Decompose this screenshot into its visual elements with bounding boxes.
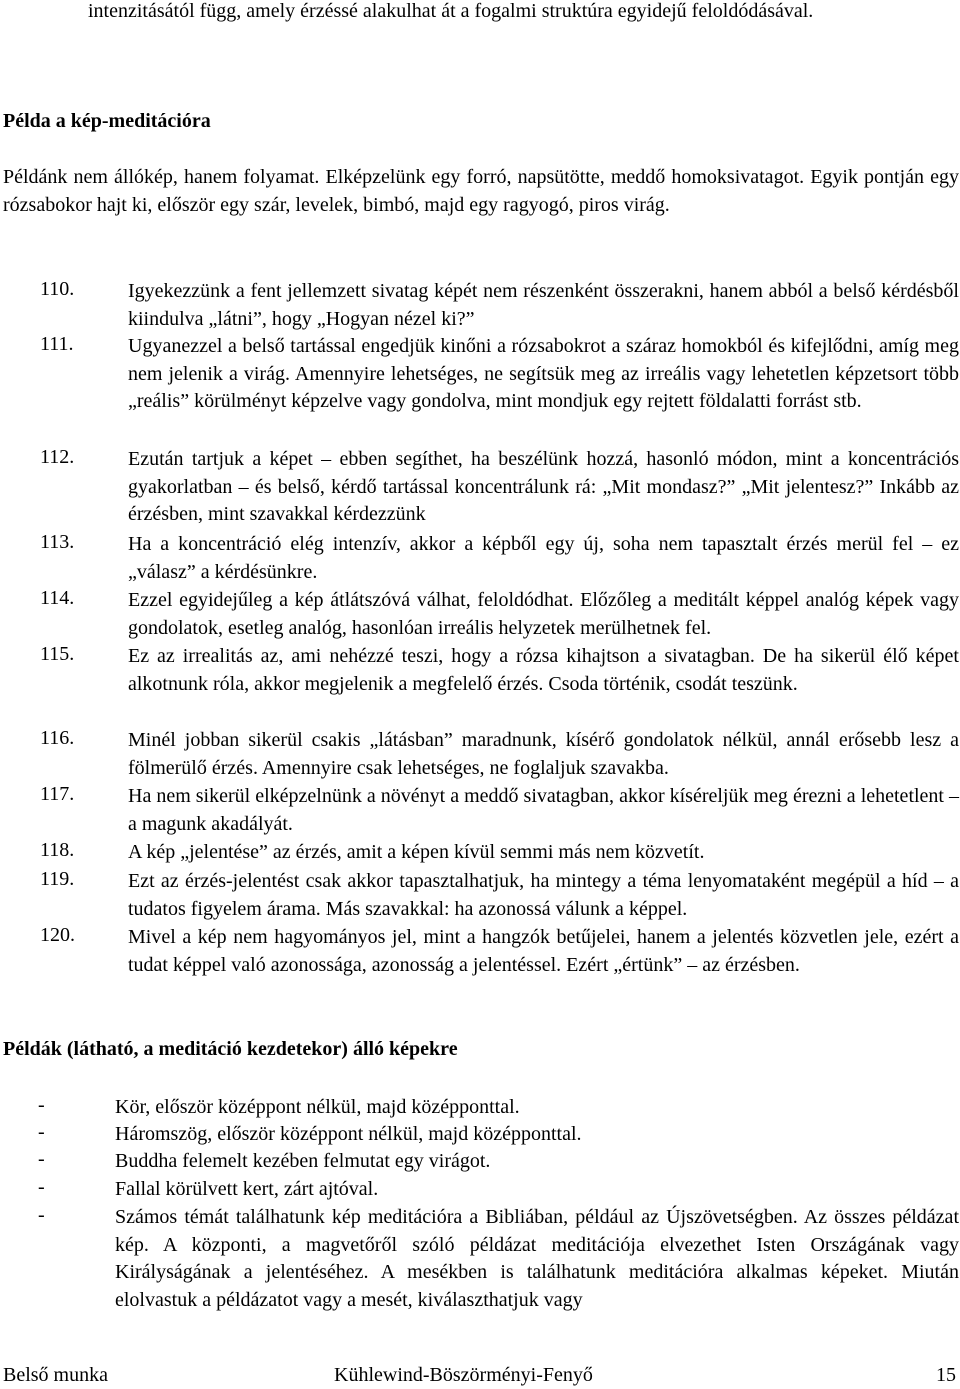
item-text: Ezt az érzés-jelentést csak akkor tapasztalhatjuk, ha mintegy a téma lenyomataként megépül a híd – a tudatos figyelem árama. Más szavakkal: ha azonossá válunk a képpel. <box>128 870 959 920</box>
item-number: 118. <box>40 839 75 861</box>
item-text: Mivel a kép nem hagyományos jel, mint a hangzók betűjelei, hanem a jelentés közvetlen jele, ezért a tudat képpel való azonossága, azonosság a jelentéssel. Ezért „értünk” – az érzésben. <box>128 926 959 976</box>
item-text: Igyekezzünk a fent jellemzett sivatag képét nem részenként összerakni, hanem abból a belső kérdésből kiindulva „látni”, hogy „Hogyan nézel ki?” <box>128 280 959 330</box>
bullet-text: Háromszög, először középpont nélkül, majd középponttal. <box>115 1123 582 1145</box>
intro-continuation: intenzitásától függ, amely érzéssé alakulhat át a fogalmi struktúra egyidejű feloldódásával. <box>88 0 814 22</box>
footer-authors: Kühlewind-Böszörményi-Fenyő <box>334 1364 593 1386</box>
bullet-text: Fallal körülvett kert, zárt ajtóval. <box>115 1178 379 1200</box>
item-number: 113. <box>40 531 75 553</box>
item-text: Ha a koncentráció elég intenzív, akkor a képből egy új, soha nem tapasztalt érzés merül fel – ez „válasz” a kérdésünkre. <box>128 533 959 583</box>
bullet-dash: - <box>38 1094 45 1116</box>
item-text: Ugyanezzel a belső tartással engedjük kinőni a rózsabokrot a száraz homokból és kifejlődni, amíg meg nem jelenik a virág. Amennyire lehetséges, ne segítsük meg az irreális vagy lehetetlen képzetsort több „reális” körülményt képzelve vagy gondolva, mint mondjuk egy rejtett földalatti forrást stb. <box>128 335 959 412</box>
footer-title: Belső munka <box>3 1364 108 1386</box>
section-heading-image-meditation: Példa a kép-meditációra <box>3 110 211 132</box>
bullet-dash: - <box>38 1204 45 1226</box>
item-number: 114. <box>40 587 75 609</box>
bullet-dash: - <box>38 1121 45 1143</box>
page-number: 15 <box>936 1364 956 1386</box>
item-text: Ezzel egyidejűleg a kép átlátszóvá válhat, feloldódhat. Előzőleg a meditált képpel analóg képek vagy gondolatok, esetleg analóg, hasonlóan irreális helyzetek merülhetnek fel. <box>128 589 959 639</box>
item-text: Ha nem sikerül elképzelnünk a növényt a meddő sivatagban, akkor kíséreljük meg érezni a lehetetlent – a magunk akadályát. <box>128 785 959 835</box>
bullet-text: Kör, először középpont nélkül, majd középponttal. <box>115 1096 520 1118</box>
bullet-dash: - <box>38 1148 45 1170</box>
item-text: Minél jobban sikerül csakis „látásban” maradnunk, kísérő gondolatok nélkül, annál erősebb lesz a fölmerülő érzés. Amennyire csak lehetséges, ne foglaljuk szavakba. <box>128 729 959 779</box>
item-text: A kép „jelentése” az érzés, amit a képen kívül semmi más nem közvetít. <box>128 841 705 863</box>
item-number: 111. <box>40 333 74 355</box>
bullet-text: Számos témát találhatunk kép meditációra a Bibliában, például az Újszövetségben. Az összes példázat kép. A központi, a magvetőről szóló példázat meditációja elvezethet Isten Országának vagy Királyságának a jelentéséhez. A mesékben is találhatunk meditációra alkalmas képeket. Miután elolvastuk a példázatot vagy a mesét, kiválaszthatjuk vagy <box>115 1206 959 1311</box>
intro-paragraph: Példánk nem állókép, hanem folyamat. Elképzelünk egy forró, napsütötte, meddő homoksivatagot. Egyik pontján egy rózsabokor hajt ki, először egy szár, levelek, bimbó, majd egy ragyogó, piros virág. <box>3 166 959 216</box>
item-number: 112. <box>40 446 75 468</box>
item-number: 117. <box>40 783 75 805</box>
item-number: 116. <box>40 727 75 749</box>
item-number: 115. <box>40 643 75 665</box>
bullet-dash: - <box>38 1176 45 1198</box>
page-footer <box>3 1364 956 1388</box>
item-text: Ez az irrealitás az, ami nehézzé teszi, hogy a rózsa kihajtson a sivatagban. De ha sikerül élő képet alkotnunk róla, akkor megjelenik a megfelelő érzés. Csoda történik, csodát teszünk. <box>128 645 959 695</box>
bullet-text: Buddha felemelt kezében felmutat egy virágot. <box>115 1150 491 1172</box>
item-number: 110. <box>40 278 75 300</box>
item-number: 120. <box>40 924 75 946</box>
section-heading-image-examples: Példák (látható, a meditáció kezdetekor) álló képekre <box>3 1038 458 1060</box>
item-text: Ezután tartjuk a képet – ebben segíthet, ha beszélünk hozzá, hasonló módon, mint a koncentrációs gyakorlatban – és belső, kérdő tartással koncentrálunk rá: „Mit mondasz?” „Mit jelentesz?” Inkább az érzésben, mint szavakkal kérdezzünk <box>128 448 959 525</box>
item-number: 119. <box>40 868 75 890</box>
